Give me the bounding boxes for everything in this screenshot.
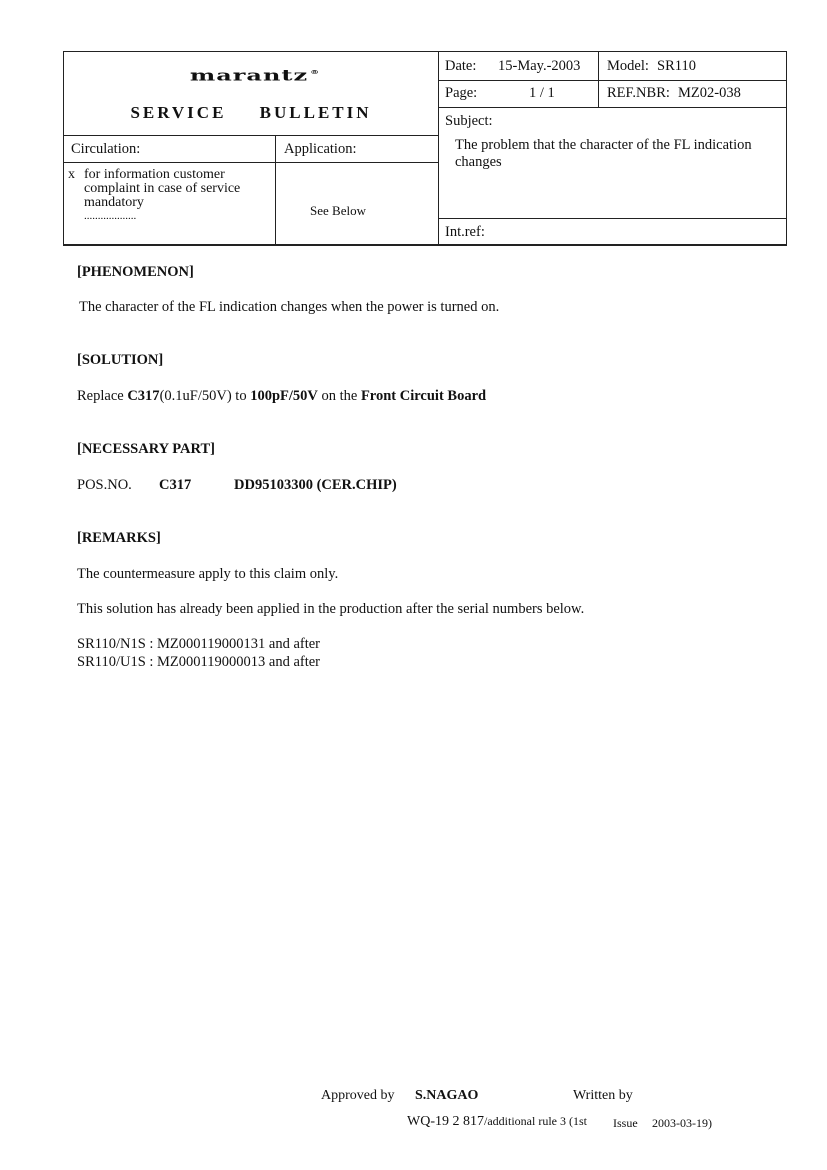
circulation-line: mandatory (84, 195, 144, 210)
ref-label: REF.NBR: (607, 85, 670, 101)
serial-line-1: SR110/N1S : MZ000119000131 and after (77, 636, 320, 652)
part-number: DD95103300 (CER.CHIP) (234, 477, 397, 493)
circulation-line: ................... (84, 210, 137, 222)
circulation-label: Circulation: (71, 141, 141, 157)
remarks-line-1: The countermeasure apply to this claim only. (77, 566, 339, 582)
divider (439, 218, 787, 219)
intref-label: Int.ref: (445, 224, 485, 240)
board-name: Front Circuit Board (360, 388, 487, 404)
ref-value: MZ02-038 (678, 85, 741, 101)
approved-name: S.NAGAO (415, 1088, 479, 1103)
circulation-mark: x (68, 167, 75, 182)
necessary-part-heading: [NECESSARY PART] (77, 441, 215, 457)
subject-line-1: The problem that the character of the FL indication (455, 137, 752, 153)
document-title: SERVICE BULLETIN (130, 103, 372, 122)
issue-date: 2003-03-19) (652, 1116, 712, 1130)
date-label: Date: (445, 58, 477, 74)
divider (439, 107, 787, 108)
old-part: C317 (127, 388, 160, 404)
serial-line-2: SR110/U1S : MZ000119000013 and after (77, 654, 320, 670)
bulletin-header (63, 51, 787, 246)
circulation-line: complaint in case of service (84, 181, 241, 196)
doc-reference: WQ-19 2 817/additional rule 3 (1st (407, 1114, 587, 1129)
subject-label: Subject: (445, 113, 493, 129)
divider (275, 135, 276, 245)
issue-label: Issue (613, 1116, 638, 1130)
circulation-line: for information customer (84, 167, 225, 182)
circulation-options (68, 168, 274, 223)
subject-line-2: changes (455, 154, 502, 170)
phenomenon-text: The character of the FL indication changes when the power is turned on. (79, 299, 500, 315)
page-label: Page: (445, 85, 478, 101)
model-value: SR110 (657, 58, 696, 74)
application-value: See Below (310, 203, 366, 218)
divider (439, 80, 787, 81)
new-value: 100pF/50V (250, 388, 318, 404)
written-label: Written by (573, 1088, 633, 1103)
remarks-line-2: This solution has already been applied in the production after the serial numbers below. (77, 601, 585, 617)
date-value: 15-May.-2003 (498, 58, 581, 74)
page-value: 1 / 1 (529, 85, 555, 101)
divider (64, 162, 438, 163)
phenomenon-heading: [PHENOMENON] (77, 264, 194, 280)
pos-value: C317 (159, 477, 192, 493)
marantz-logo: marantz ® (189, 66, 321, 84)
pos-label: POS.NO. (77, 477, 132, 493)
divider (64, 135, 438, 136)
solution-heading: [SOLUTION] (77, 352, 164, 368)
model-label: Model: (607, 58, 649, 74)
approved-label: Approved by (321, 1088, 395, 1103)
solution-text: Replace C317(0.1uF/50V) to 100pF/50V on the Front Circuit Board (77, 388, 487, 404)
remarks-heading: [REMARKS] (77, 530, 161, 546)
application-label: Application: (284, 141, 357, 157)
